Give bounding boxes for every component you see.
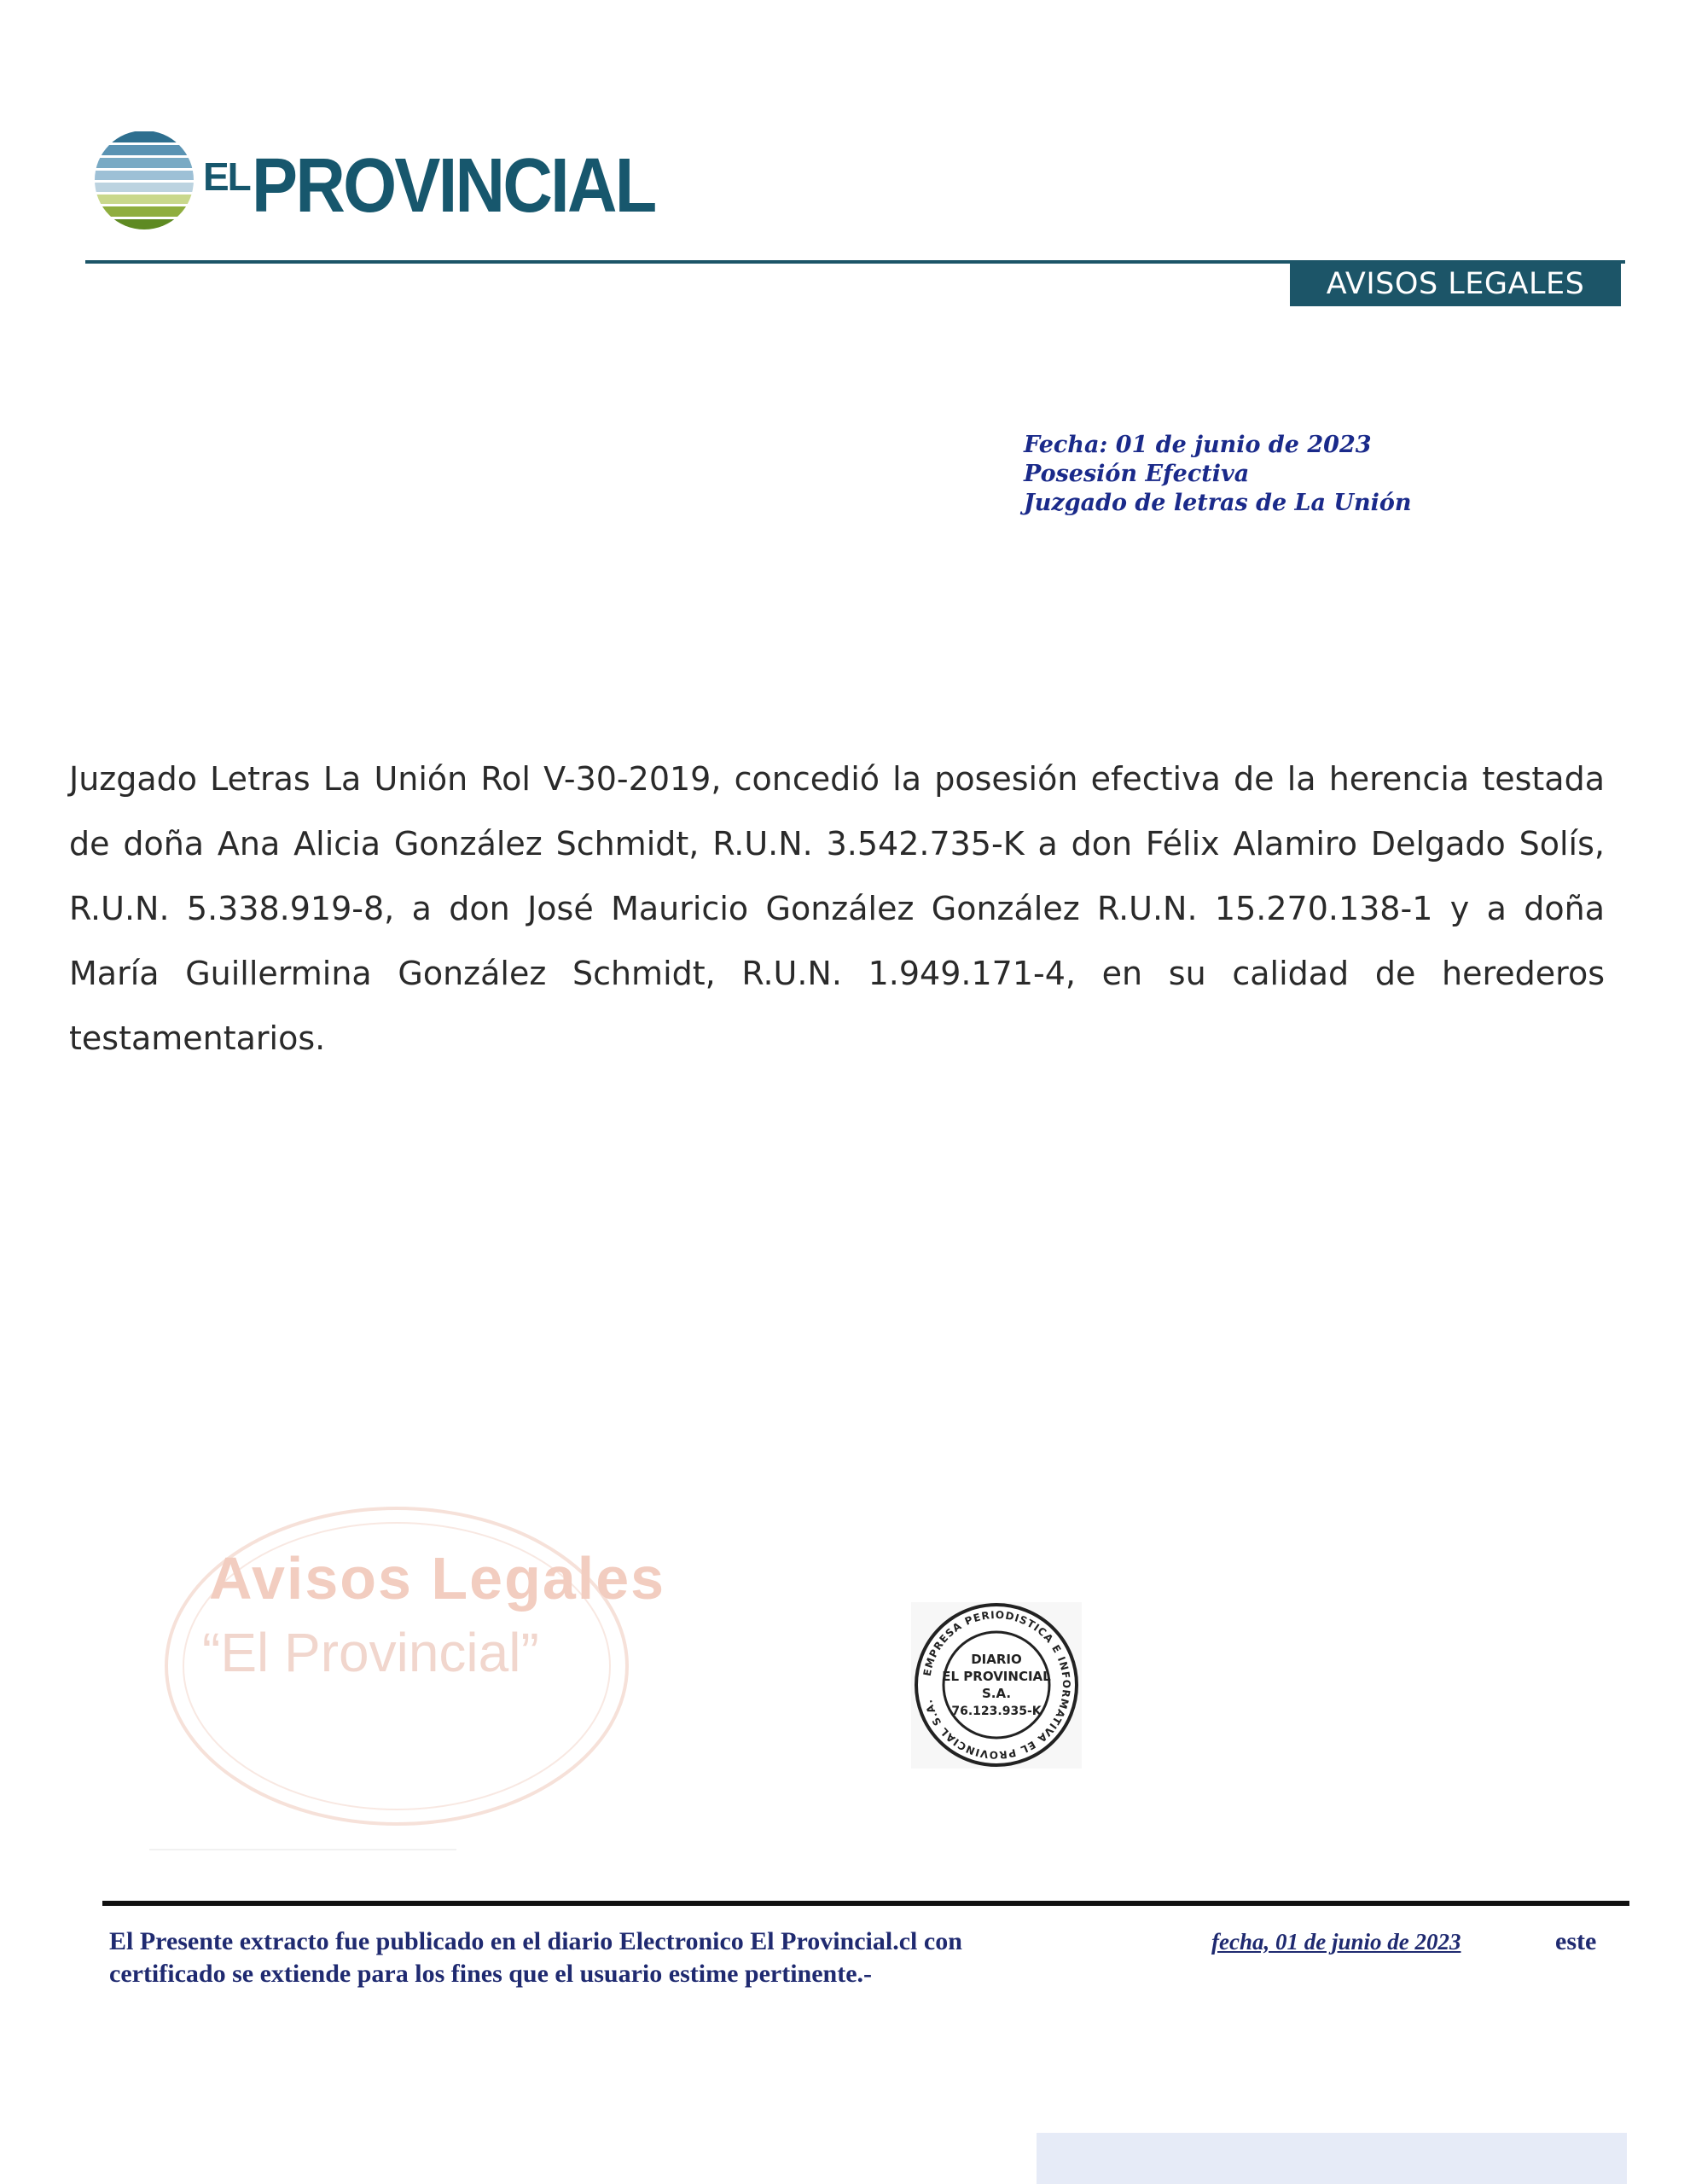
logo-name: PROVINCIAL	[251, 143, 655, 229]
footer-divider	[102, 1901, 1629, 1906]
corner-decoration	[1037, 2133, 1627, 2184]
newspaper-logo	[92, 128, 672, 239]
watermark-stamp	[149, 1500, 666, 1858]
notice-meta	[1024, 431, 1412, 518]
section-tab: AVISOS LEGALES	[1290, 260, 1621, 306]
notice-body: Juzgado Letras La Unión Rol V-30-2019, concedió la posesión efectiva de la herencia testada de doña Ana Alicia González Schmidt, R.U.N. 3.542.735-K a don Félix Alamiro Delgado Solís, R.U.N. 5.338.919-8, a don José Mauricio González González R.U.N. 15.270.138-1 y a doña María Guillermina González Schmidt, R.U.N. 1.949.171-4, en su calidad de herederos testamentarios.	[69, 760, 1605, 1057]
watermark-line1: Avisos Legales	[209, 1545, 666, 1612]
logo-el: EL	[203, 154, 250, 199]
footer-text-line2: certificado se extiende para los fines que el usuario estime pertinente.-	[109, 1960, 873, 1988]
seal-line2: EL PROVINCIAL	[942, 1669, 1051, 1684]
company-seal	[911, 1602, 1082, 1769]
footer-certificate	[109, 1926, 1611, 1990]
seal-ring-text: EMPRESA PERIODISTICA E INFORMATIVA EL PROVINCIAL S.A.	[920, 1608, 1073, 1762]
notice-court: Juzgado de letras de La Unión	[1024, 490, 1412, 516]
logo-wordmark	[203, 143, 700, 229]
notice-date: Fecha: 01 de junio de 2023	[1024, 432, 1372, 458]
globe-icon	[92, 128, 196, 232]
seal-line3: S.A.	[981, 1686, 1012, 1701]
notice-type: Posesión Efectiva	[1024, 461, 1250, 487]
seal-line1: DIARIO	[971, 1652, 1022, 1667]
footer-text-part2: este	[1555, 1927, 1597, 1955]
watermark-line2: “El Provincial”	[202, 1622, 539, 1683]
footer-date: fecha, 01 de junio de 2023	[1211, 1929, 1461, 1955]
footer-text-part1: El Presente extracto fue publicado en el diario Electronico El Provincial.cl con	[109, 1927, 962, 1955]
seal-line4: 76.123.935-K	[951, 1705, 1042, 1718]
